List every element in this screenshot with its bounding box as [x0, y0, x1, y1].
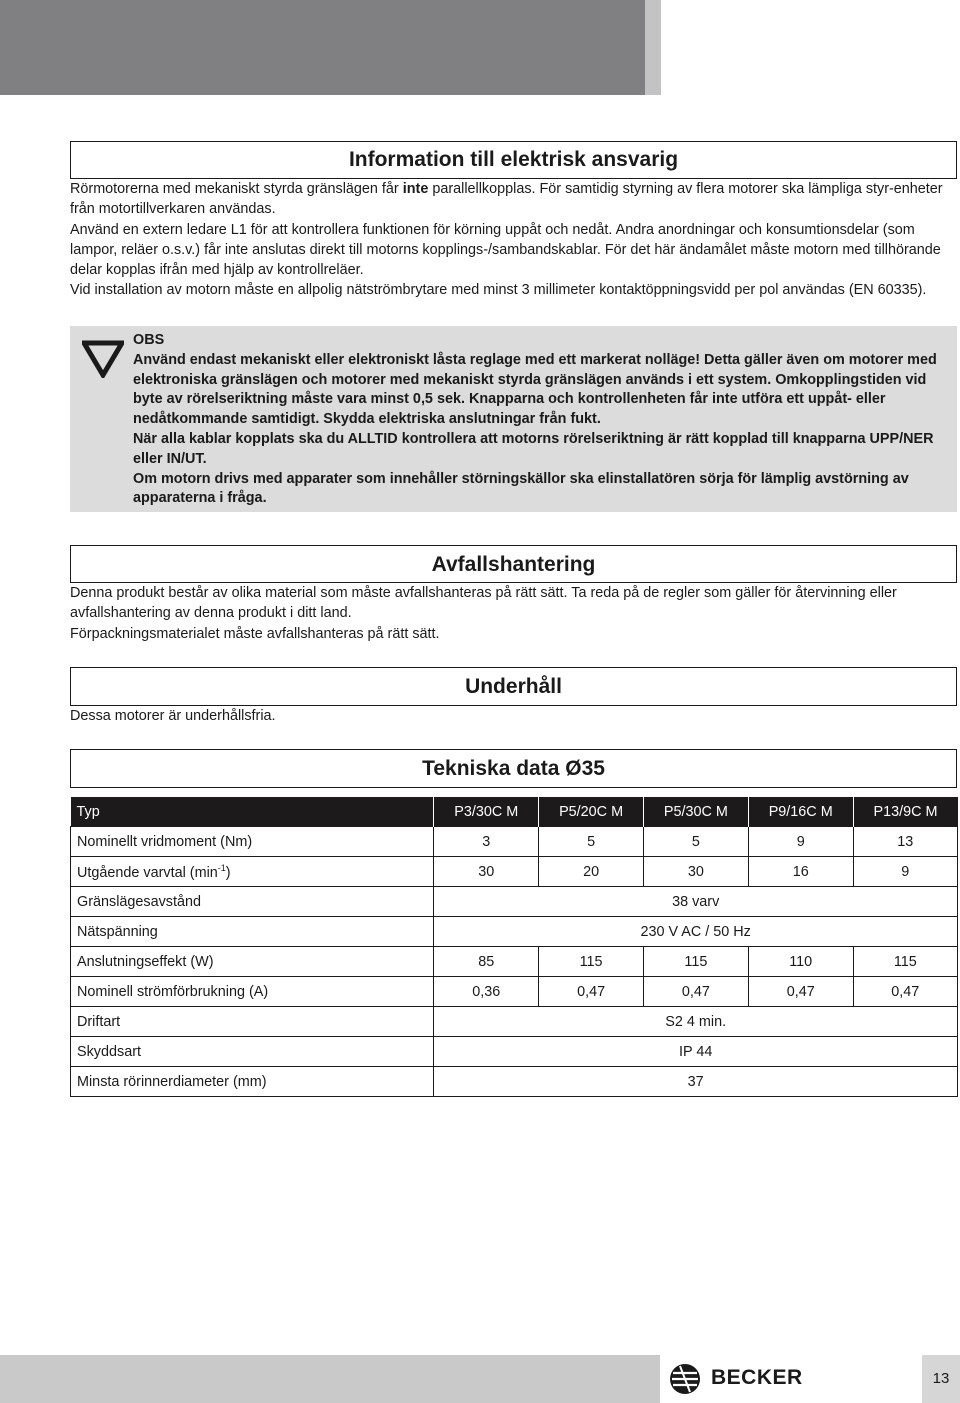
tech-section-title: Tekniska data Ø35	[422, 757, 605, 780]
waste-paragraph-2: Förpackningsmaterialet måste avfallshanteras på rätt sätt.	[70, 625, 440, 642]
table-header-model: P5/30C M	[643, 797, 748, 827]
table-row	[71, 1037, 958, 1067]
table-cell: 0,36	[434, 977, 539, 1007]
table-cell: 0,47	[748, 977, 853, 1007]
electrical-p1-part-c: parallellkopplas. För samtidig styrning av flera motorer ska lämpliga styr-enheter från motortillverkaren användas.	[70, 181, 943, 218]
maintenance-section-body	[70, 706, 955, 726]
table-header-type: Typ	[71, 797, 434, 827]
waste-section-body	[70, 583, 955, 644]
table-cell: 85	[434, 947, 539, 977]
electrical-paragraph-2: Använd en extern ledare L1 för att kontrollera funktionen för körning uppåt och nedåt. Andra anordningar och konsumtionsdelar (som lampor, reläer o.s.v.) får inte anslutas direkt till motorns kopplings-/sambandskablar. För det här ändamålet måste motorn med tillhörande delar kopplas ifrån med hjälp av kontrollreläer.	[70, 221, 941, 279]
table-row	[71, 1007, 958, 1037]
table-header-model: P13/9C M	[853, 797, 957, 827]
table-cell: 115	[853, 947, 957, 977]
table-header-model: P9/16C M	[748, 797, 853, 827]
table-cell: 5	[539, 827, 644, 857]
electrical-paragraph-1	[70, 179, 955, 220]
table-row	[71, 1067, 958, 1097]
table-cell: 3	[434, 827, 539, 857]
electrical-section-title: Information till elektrisk ansvarig	[348, 148, 679, 171]
table-cell-merged: 37	[434, 1067, 958, 1097]
electrical-section-body	[70, 179, 955, 301]
footer-band	[0, 1355, 660, 1403]
tech-section-header	[70, 749, 957, 788]
warning-triangle-icon	[82, 340, 124, 378]
maintenance-paragraph-1: Dessa motorer är underhållsfria.	[70, 708, 276, 724]
row-label-superscript: -1	[217, 862, 226, 873]
table-cell: 16	[748, 857, 853, 887]
brand-name: BECKER	[711, 1366, 803, 1389]
table-cell-merged: IP 44	[434, 1037, 958, 1067]
table-cell: 9	[853, 857, 957, 887]
maintenance-section-header	[70, 667, 957, 706]
row-label: Nominellt vridmoment (Nm)	[71, 827, 434, 857]
waste-paragraph-1: Denna produkt består av olika material som måste avfallshanteras på rätt sätt. Ta reda på de regler som gäller för återvinning eller avfallshantering av denna produkt i ditt land.	[70, 585, 897, 622]
row-label: Nätspänning	[71, 917, 434, 947]
obs-paragraph-2: När alla kablar kopplats ska du ALLTID kontrollera att motorns rörelseriktning är rätt kopplad till knapparna UPP/NER eller IN/UT.	[133, 430, 934, 467]
table-cell: 30	[434, 857, 539, 887]
row-label: Nominell strömförbrukning (A)	[71, 977, 434, 1007]
table-cell: 5	[643, 827, 748, 857]
obs-heading: OBS	[133, 332, 165, 348]
table-cell: 13	[853, 827, 957, 857]
obs-paragraph-1: Använd endast mekaniskt eller elektroniskt låsta reglage med ett markerat nolläge! Detta gäller även om motorer med elektroniska gränslägen och motorer med mekaniskt styrda gränslägen används i ett system. Omkopplingstiden vid byte av rörelseriktning måste vara minst 0,5 sek. Knapparna och kontrollenheten får inte utföra ett uppåt- eller nedåtkommande samtidigt. Skydda elektriska anslutningar från fukt.	[133, 351, 937, 428]
electrical-p1-part-a: Rörmotorerna med mekaniskt styrda gränslägen får	[70, 181, 403, 197]
header-band-accent	[645, 0, 661, 95]
row-label: Gränslägesavstånd	[71, 887, 434, 917]
table-cell: 0,47	[539, 977, 644, 1007]
table-cell: 9	[748, 827, 853, 857]
table-header-model: P3/30C M	[434, 797, 539, 827]
table-header-row	[71, 797, 958, 827]
electrical-p1-emphasis: inte	[402, 181, 429, 197]
table-header-model: P5/20C M	[539, 797, 644, 827]
table-row	[71, 917, 958, 947]
row-label-text: Utgående varvtal (min	[77, 864, 218, 881]
table-cell: 20	[539, 857, 644, 887]
table-cell: 110	[748, 947, 853, 977]
waste-section-title: Avfallshantering	[431, 553, 596, 576]
table-row	[71, 977, 958, 1007]
header-band	[0, 0, 645, 95]
row-label	[71, 857, 434, 887]
electrical-section-header	[70, 141, 957, 179]
row-label-text: )	[225, 864, 231, 881]
table-cell-merged: S2 4 min.	[434, 1007, 958, 1037]
maintenance-section-title: Underhåll	[465, 675, 562, 698]
row-label: Anslutningseffekt (W)	[71, 947, 434, 977]
technical-data-table	[70, 797, 958, 1097]
table-cell: 115	[643, 947, 748, 977]
page-number: 13	[932, 1370, 950, 1387]
obs-warning-box	[70, 326, 957, 512]
table-cell: 115	[539, 947, 644, 977]
table-cell: 0,47	[643, 977, 748, 1007]
table-row	[71, 887, 958, 917]
table-row	[71, 947, 958, 977]
table-cell-merged: 38 varv	[434, 887, 958, 917]
table-cell-merged: 230 V AC / 50 Hz	[434, 917, 958, 947]
table-cell: 30	[643, 857, 748, 887]
electrical-paragraph-3: Vid installation av motorn måste en allpolig nätströmbrytare med minst 3 millimeter kontaktöppningsvidd per pol användas (EN 60335).	[70, 282, 927, 299]
row-label: Minsta rörinnerdiameter (mm)	[71, 1067, 434, 1097]
table-row	[71, 857, 958, 887]
table-row	[71, 827, 958, 857]
obs-paragraph-3: Om motorn drivs med apparater som innehåller störningskällor ska elinstallatören sörja för lämplig avstörning av apparaterna i fråga.	[133, 470, 909, 507]
row-label: Skyddsart	[71, 1037, 434, 1067]
table-cell: 0,47	[853, 977, 957, 1007]
waste-section-header	[70, 545, 957, 583]
row-label: Driftart	[71, 1007, 434, 1037]
obs-text	[133, 331, 945, 509]
